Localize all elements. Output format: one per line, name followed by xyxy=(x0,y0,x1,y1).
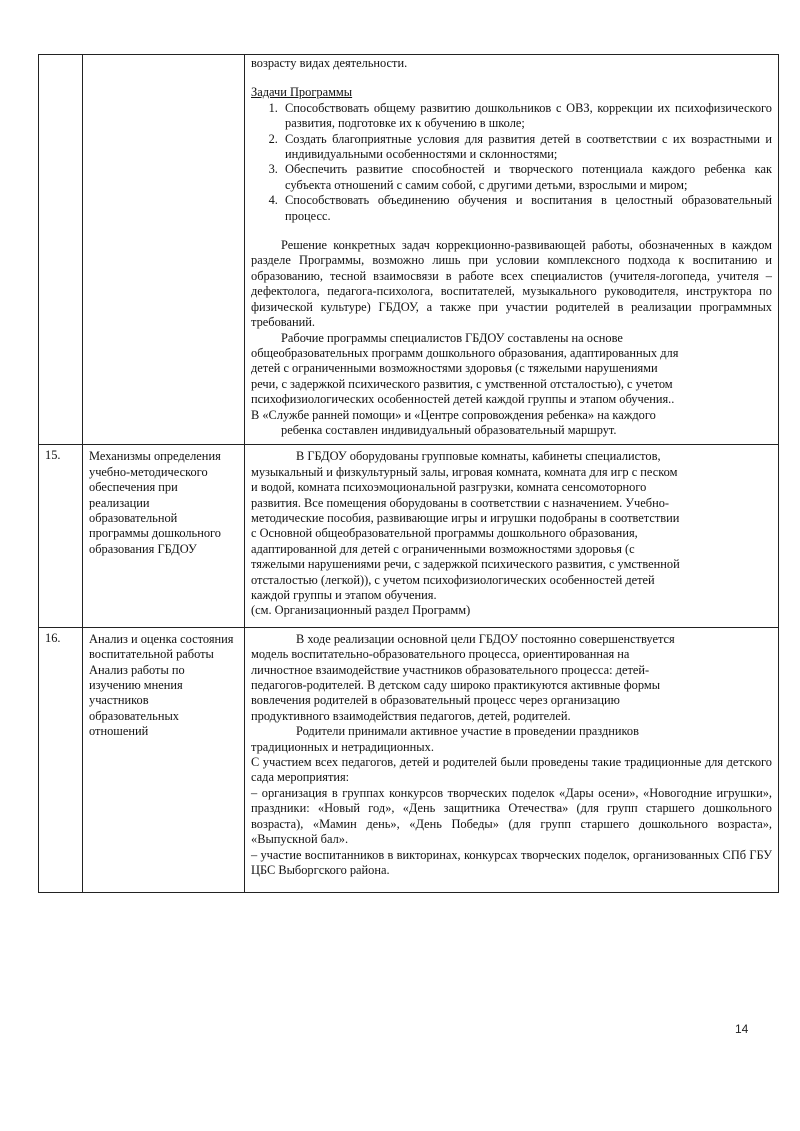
text-line: модель воспитательно-образовательного процесса, ориентированная на xyxy=(251,647,630,662)
dash-item: – участие воспитанников в викторинах, конкурсах творческих поделок, организованных СПб ГБУ ЦБС Выборгского района. xyxy=(251,847,772,877)
text-line: вовлечения родителей в образовательный процесс через организацию xyxy=(251,693,620,708)
text-line: Родители принимали активное участие в проведении праздников xyxy=(296,724,639,739)
text-line: общеобразовательных программ дошкольного образования, адаптированных для xyxy=(251,345,679,360)
list-item: 3. Обеспечить развитие способностей и творческого потенциала каждого ребенка как субъекта отношений с самим собой, с другими детьми, взрослыми и миром; xyxy=(281,162,772,193)
row-content-cell xyxy=(245,55,779,445)
intro-text: возрасту видах деятельности. xyxy=(251,56,408,70)
text-line: (см. Организационный раздел Программ) xyxy=(251,603,471,618)
text-line: с Основной общеобразовательной программы дошкольного образования, xyxy=(251,526,638,541)
paragraph: С участием всех педагогов, детей и родителей были проведены такие традиционные для детского сада мероприятия: xyxy=(251,755,772,785)
row-content-cell xyxy=(245,627,779,893)
text-line: речи, с задержкой психического развития, с умственной отсталостью), с учетом xyxy=(251,376,673,391)
text-line: музыкальный и физкультурный залы, игровая комната, комната для игр с песком xyxy=(251,464,678,479)
tasks-list xyxy=(251,101,772,224)
row-title-cell xyxy=(83,55,245,445)
row-number-cell xyxy=(39,55,83,445)
row-title-cell: Механизмы определения учебно-методического обеспечения при реализации образовательной программы дошкольного образования ГБДОУ xyxy=(83,445,245,627)
content-table xyxy=(38,54,779,893)
text-line: В ГБДОУ оборудованы групповые комнаты, кабинеты специалистов, xyxy=(296,449,661,464)
dash-item: – организация в группах конкурсов творческих поделок «Дары осени», «Новогодние игрушки», праздники: «Новый год», «День защитника Отечества» (для групп старшего дошкольного возраста), «Мамин день», «День Победы» (для групп старшего дошкольного возраста», «Выпускной бал». xyxy=(251,785,772,847)
paragraph xyxy=(251,331,772,439)
text-line: развития. Все помещения оборудованы в соответствии с назначением. Учебно- xyxy=(251,495,670,510)
tasks-heading: Задачи Программы xyxy=(251,85,353,100)
text-line: психофизиологических особенностей детей каждой группы и этапом обучения.. xyxy=(251,392,675,407)
table-row xyxy=(39,55,779,445)
row-number-cell: 15. xyxy=(39,445,83,627)
text-line: адаптированной для детей с ограниченными возможностями здоровья (с xyxy=(251,541,635,556)
page-number: 14 xyxy=(735,1022,749,1036)
text-line: отсталостью (легкой)), с учетом психофизиологических особенностей детей xyxy=(251,572,655,587)
text-line: каждой группы и этапом обучения. xyxy=(251,588,437,602)
table-row xyxy=(39,445,779,627)
text-line: ребенка составлен индивидуальный образовательный маршрут. xyxy=(281,422,617,437)
text-line: тяжелыми нарушениями речи, с задержкой психического развития, с умственной xyxy=(251,557,680,572)
text-line: Рабочие программы специалистов ГБДОУ составлены на основе xyxy=(281,330,623,345)
text-line: личностное взаимодействие участников образовательного процесса: детей- xyxy=(251,662,650,677)
text-line: детей с ограниченными возможностями здоровья (с тяжелыми нарушениями xyxy=(251,361,658,376)
text-line: традиционных и нетрадиционных. xyxy=(251,739,434,754)
list-item: 2. Создать благоприятные условия для развития детей в соответствии с их возрастными и индивидуальными особенностями и склонностями; xyxy=(281,132,772,163)
paragraph: Решение конкретных задач коррекционно-развивающей работы, обозначенных в каждом разделе Программы, возможно лишь при условии комплексного подхода к воспитанию и образованию, тесной взаимосвязи в работе всех специалистов (учителя-логопеда, учителя – дефектолога, педагога-психолога, воспитателей, музыкального руководителя, инструктора по физической культуре) ГБДОУ, а также при участии родителей в реализации программных требований. xyxy=(251,238,772,330)
text-line: педагогов-родителей. В детском саду широко практикуются активные формы xyxy=(251,678,661,693)
text-line: и водой, комната психоэмоциональной разгрузки, комната сенсомоторного xyxy=(251,480,647,495)
text-line: В ходе реализации основной цели ГБДОУ постоянно совершенствуется xyxy=(296,631,675,646)
list-item: 1. Способствовать общему развитию дошкольников с ОВЗ, коррекции их психофизического развития, подготовке их к обучению в школе; xyxy=(281,101,772,132)
text-line: продуктивного взаимодействия педагогов, детей, родителей. xyxy=(251,708,571,723)
row-number-cell: 16. xyxy=(39,627,83,893)
row-content-cell xyxy=(245,445,779,627)
row-title-cell: Анализ и оценка состояния воспитательной работы Анализ работы по изучению мнения участников образовательных отношений xyxy=(83,627,245,893)
table-row xyxy=(39,627,779,893)
text-line: В «Службе ранней помощи» и «Центре сопровождения ребенка» на каждого xyxy=(251,407,656,422)
list-item: 4. Способствовать объединению обучения и воспитания в целостный образовательный процесс. xyxy=(281,193,772,224)
text-line: методические пособия, развивающие игры и игрушки подобраны в соответствии xyxy=(251,510,680,525)
